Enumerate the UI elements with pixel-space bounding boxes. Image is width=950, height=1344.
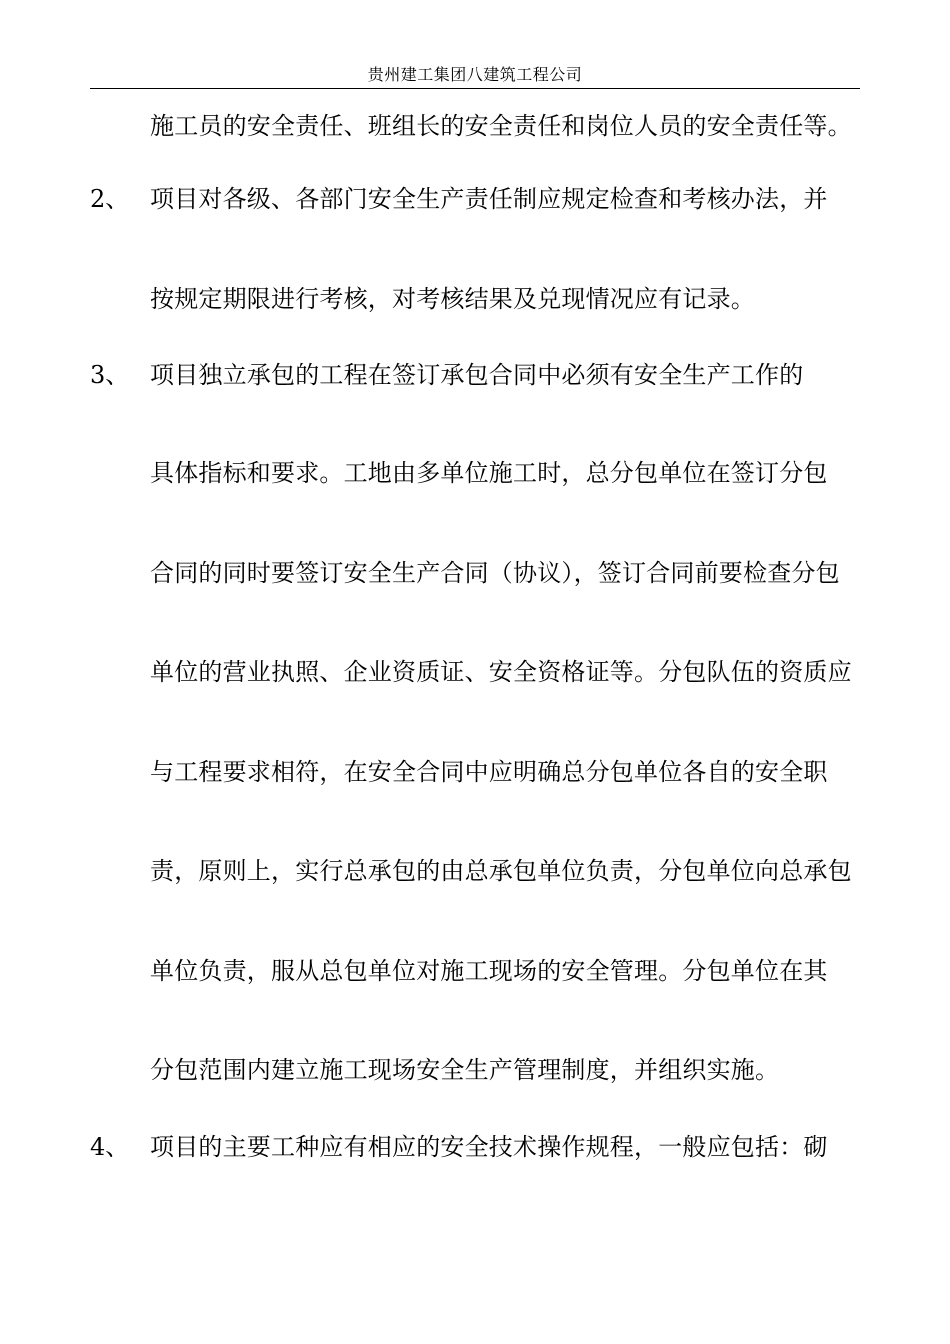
paragraph-line: 项目对各级、各部门安全生产责任制应规定检查和考核办法，并 bbox=[150, 185, 828, 213]
company-header-title: 贵州建工集团八建筑工程公司 bbox=[367, 65, 583, 84]
paragraph-line: 项目独立承包的工程在签订承包合同中必须有安全生产工作的 bbox=[150, 361, 804, 389]
paragraph-line: 项目的主要工种应有相应的安全技术操作规程，一般应包括：砌 bbox=[150, 1133, 828, 1161]
paragraph-line: 合同的同时要签订安全生产合同（协议），签订合同前要检查分包 bbox=[150, 559, 840, 587]
paragraph-line: 单位负责，服从总包单位对施工现场的安全管理。分包单位在其 bbox=[150, 957, 828, 985]
intro-line: 施工员的安全责任、班组长的安全责任和岗位人员的安全责任等。 bbox=[150, 112, 852, 140]
paragraph-line: 按规定期限进行考核，对考核结果及兑现情况应有记录。 bbox=[150, 285, 755, 313]
paragraph-line: 责，原则上，实行总承包的由总承包单位负责，分包单位向总承包 bbox=[150, 857, 852, 885]
header-divider bbox=[90, 88, 860, 89]
item-number: 4、 bbox=[90, 1133, 130, 1161]
paragraph-line: 与工程要求相符，在安全合同中应明确总分包单位各自的安全职 bbox=[150, 758, 828, 786]
paragraph-line: 具体指标和要求。工地由多单位施工时，总分包单位在签订分包 bbox=[150, 459, 828, 487]
paragraph-line: 单位的营业执照、企业资质证、安全资格证等。分包队伍的资质应 bbox=[150, 658, 852, 686]
paragraph-line: 分包范围内建立施工现场安全生产管理制度，并组织实施。 bbox=[150, 1056, 780, 1084]
item-number: 2、 bbox=[90, 185, 130, 213]
item-number: 3、 bbox=[90, 361, 130, 389]
